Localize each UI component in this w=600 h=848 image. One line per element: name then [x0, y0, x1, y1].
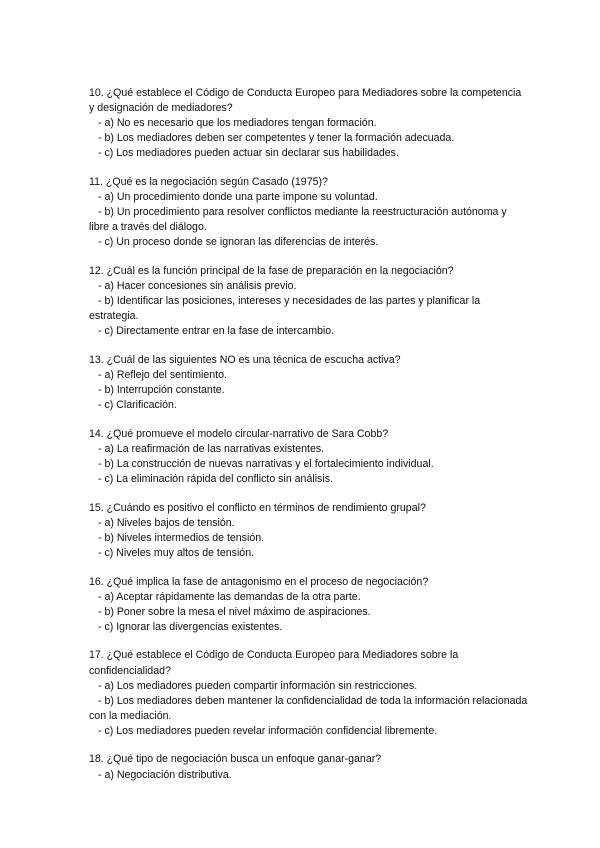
answer-option: - a) Negociación distributiva.: [98, 768, 232, 781]
question-18: [89, 752, 529, 782]
answer-option: - c) Los mediadores pueden revelar información confidencial libremente.: [98, 724, 438, 737]
question-13: [89, 353, 529, 413]
question-17: [89, 648, 529, 739]
answer-option: - a) Reflejo del sentimiento.: [98, 369, 227, 381]
document-page: [89, 86, 529, 796]
answer-option: - a) Los mediadores pueden compartir información sin restricciones.: [98, 679, 418, 692]
answer-option: - c) La eliminación rápida del conflicto sin análisis.: [98, 473, 333, 486]
answer-option: - c) Ignorar las divergencias existentes.: [98, 620, 283, 633]
question-11: [89, 175, 529, 250]
question-14: [89, 427, 529, 487]
answer-option: - b) Los mediadores deben mantener la confidencialidad de toda la información relacionada con la mediación.: [89, 694, 528, 722]
question-16: [89, 575, 529, 635]
answer-option: - c) Niveles muy altos de tensión.: [98, 546, 255, 559]
answer-option: - b) Niveles intermedios de tensión.: [98, 531, 265, 544]
answer-option: - c) Un proceso donde se ignoran las diferencias de interés.: [98, 236, 379, 249]
answer-option: - b) La construcción de nuevas narrativas y el fortalecimiento individual.: [98, 457, 434, 470]
answer-option: - a) Niveles bajos de tensión.: [98, 516, 235, 529]
question-10: [89, 86, 529, 161]
answer-option: - a) Un procedimiento donde una parte impone su voluntad.: [98, 191, 378, 204]
answer-option: - a) La reafirmación de las narrativas existentes.: [98, 442, 325, 455]
answer-option: - b) Poner sobre la mesa el nivel máximo de aspiraciones.: [98, 605, 371, 618]
answer-option: - c) Los mediadores pueden actuar sin declarar sus habilidades.: [98, 147, 399, 160]
answer-option: - b) Identificar las posiciones, intereses y necesidades de las partes y planificar la estrategia.: [89, 295, 481, 323]
question-text: 15. ¿Cuándo es positivo el conflicto en términos de rendimiento grupal?: [89, 501, 426, 514]
question-text: 18. ¿Qué tipo de negociación busca un enfoque ganar-ganar?: [89, 753, 382, 766]
question-text: 17. ¿Qué establece el Código de Conducta Europeo para Mediadores sobre la confidencialidad?: [89, 649, 459, 677]
answer-option: - c) Clarificación.: [98, 399, 177, 412]
question-text: 10. ¿Qué establece el Código de Conducta Europeo para Mediadores sobre la competencia y designación de mediadores?: [89, 87, 522, 115]
question-text: 13. ¿Cuál de las siguientes NO es una técnica de escucha activa?: [89, 353, 401, 366]
question-text: 14. ¿Qué promueve el modelo circular-narrativo de Sara Cobb?: [89, 427, 389, 440]
answer-option: - a) Aceptar rápidamente las demandas de la otra parte.: [98, 590, 361, 603]
question-15: [89, 501, 529, 561]
answer-option: - a) No es necesario que los mediadores tengan formación.: [98, 117, 377, 130]
question-text: 16. ¿Qué implica la fase de antagonismo en el proceso de negociación?: [89, 575, 429, 588]
answer-option: - a) Hacer concesiones sin análisis previo.: [98, 280, 297, 293]
question-text: 12. ¿Cuál es la función principal de la fase de preparación en la negociación?: [89, 264, 454, 277]
answer-option: - c) Directamente entrar en la fase de intercambio.: [98, 325, 335, 338]
answer-option: - b) Los mediadores deben ser competentes y tener la formación adecuada.: [98, 132, 455, 145]
answer-option: - b) Interrupción constante.: [98, 384, 225, 397]
question-text: 11. ¿Qué es la negociación según Casado (1975)?: [89, 175, 328, 188]
answer-option: - b) Un procedimiento para resolver conflictos mediante la reestructuración autónoma y libre a través del diálogo.: [89, 206, 507, 234]
question-12: [89, 264, 529, 339]
